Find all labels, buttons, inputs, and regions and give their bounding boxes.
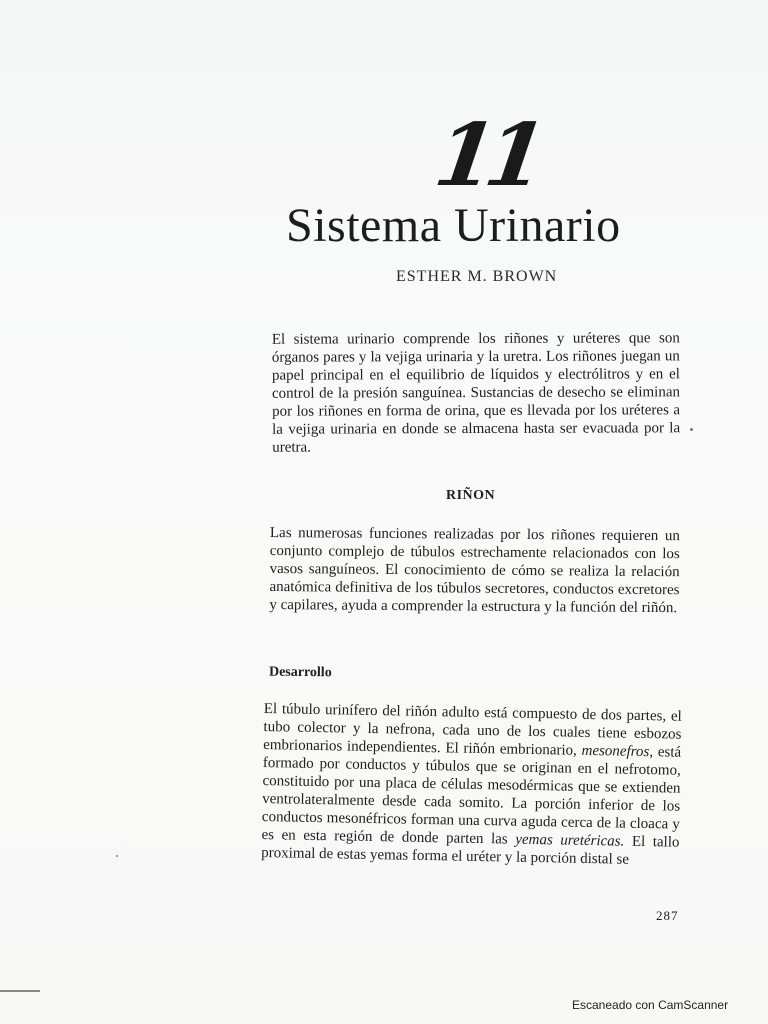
desarrollo-paragraph [261, 700, 682, 870]
chapter-number: 11 [428, 105, 543, 206]
term-yemas-uretericas: yemas uretéricas. [515, 831, 625, 850]
desarrollo-text-2: está formado por conductos y túbulos que se originan en el nefrotomo, constituido por una placa de células mesodérmicas que se extienden ventrolateralmente desde cada somito. La porción inferior de los conductos mesonéfricos forman una curva aguda cerca de la cloaca y es en esta región de donde parten las [261, 744, 682, 848]
intro-paragraph: El sistema urinario comprende los riñones y uréteres que son órganos pares y la vejiga urinaria y la uretra. Los riñones juegan un papel principal en el equilibrio de líquidos y electrólitros y en el control de la presión sanguínea. Sustancias de desecho se eliminan por los riñones en forma de orina, que es llevada por los uréteres a la vejiga urinaria en donde se almacena hasta ser evacuada por la uretra. [271, 330, 681, 456]
desarrollo-text-1: El túbulo urinífero del riñón adulto está compuesto de dos partes, el tubo colector y la nefrona, cada uno de los cuales tiene esbozos embrionarios independientes. El riñón embrionario, [263, 700, 682, 759]
page-number: 287 [656, 908, 679, 923]
chapter-title: Sistema Urinario [286, 199, 621, 252]
scan-speck [116, 855, 118, 857]
rinon-paragraph: Las numerosas funciones realizadas por los riñones requieren un conjunto complejo de túbulos estrechamente relacionados con los vasos sanguíneos. El conocimiento de cómo se realiza la relación anatómica definitiva de los túbulos secretores, conductos excretores y capilares, ayuda a comprender la estructura y la función del riñón. [269, 524, 680, 617]
section-heading-rinon: RIÑON [446, 488, 496, 503]
scan-edge-mark [0, 990, 40, 992]
scan-speck [690, 428, 693, 431]
desarrollo-text-3: El tallo proximal de estas yemas forma el uréter y la porción distal se [261, 833, 680, 868]
term-mesonefros: mesonefros, [581, 742, 654, 761]
subsection-heading-desarrollo: Desarrollo [268, 664, 332, 681]
scanner-watermark: Escaneado con CamScanner [572, 998, 729, 1012]
chapter-author: ESTHER M. BROWN [396, 268, 558, 285]
